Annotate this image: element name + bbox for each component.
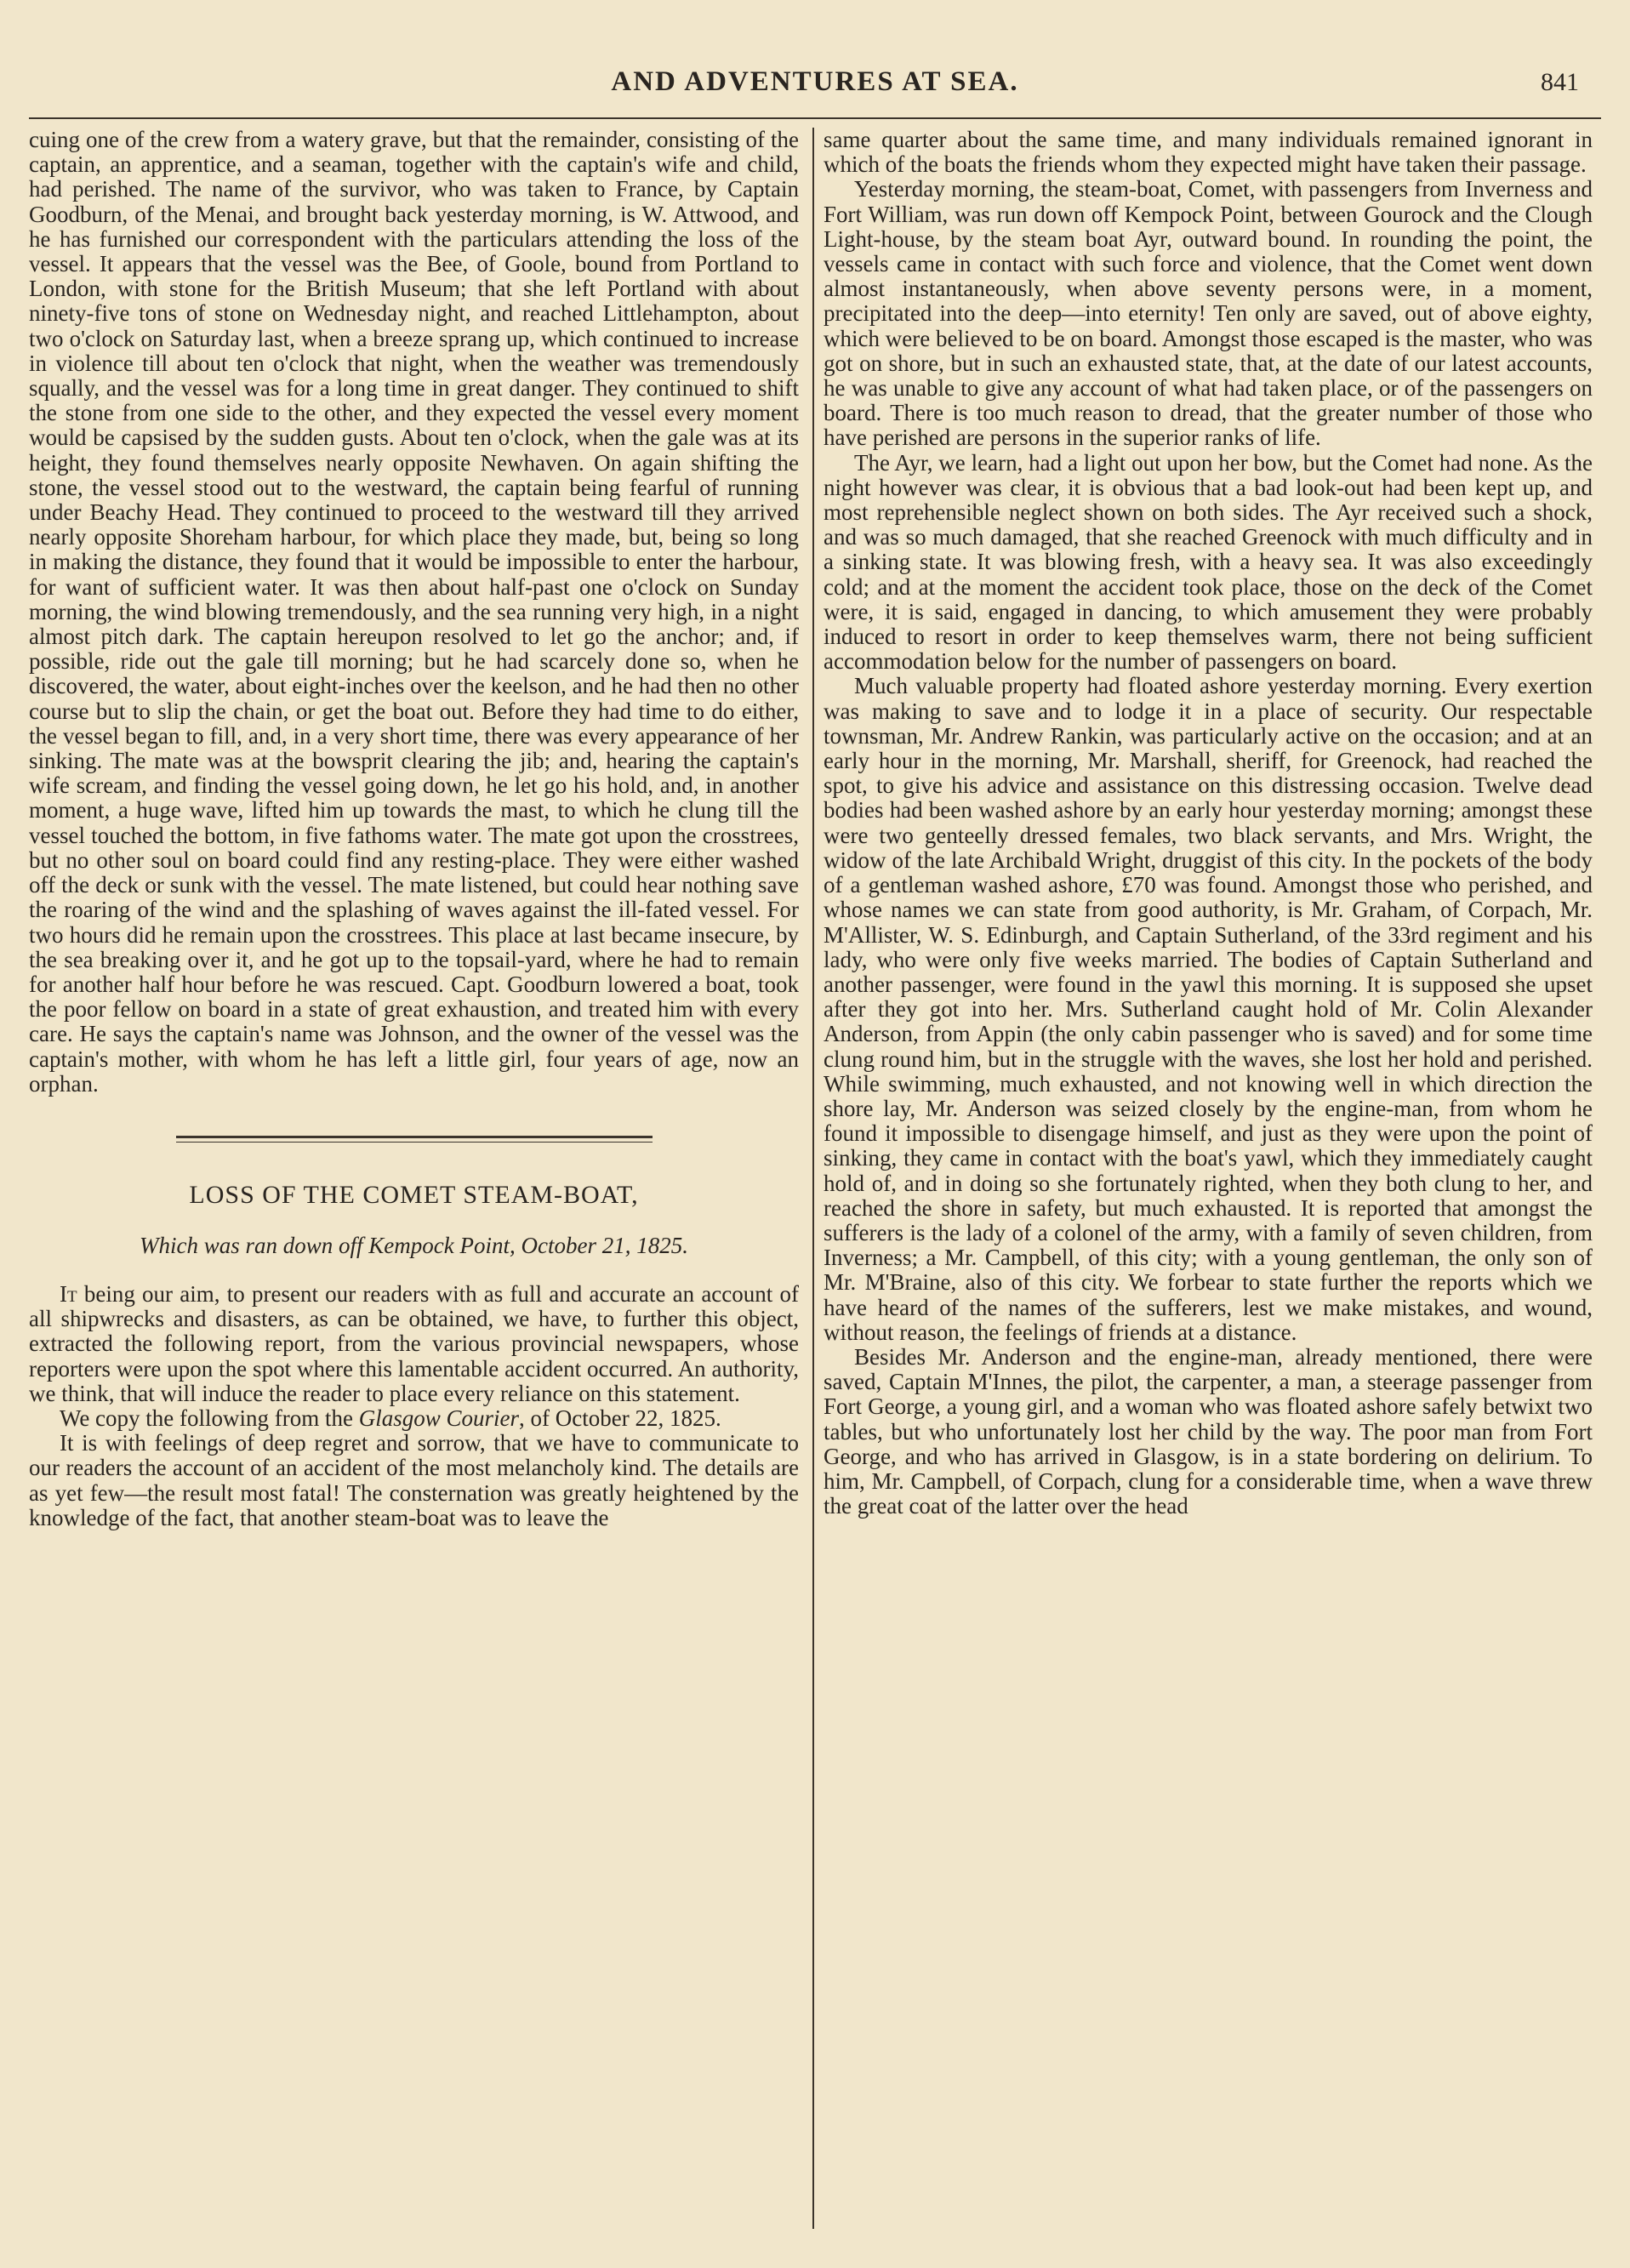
section-separator: [176, 1136, 653, 1143]
intro-lead-word: It: [60, 1280, 77, 1307]
column-divider: [812, 128, 814, 2229]
intro-paragraph: [29, 1282, 799, 1406]
left-column: [29, 128, 799, 2246]
right-paragraph-3: The Ayr, we learn, had a light out upon her bow, but the Comet had none. As the night however was clear, it is obvious that a bad look-out had been kept up, and most reprehensible neglect shown on both sides. The Ayr received such a shock, and was so much damaged, that she reached Greenock with much difficulty and in a sinking state. It was blowing fresh, with a heavy sea. It was also exceedingly cold; and at the moment the accident took place, those on the deck of the Comet were, it is said, engaged in dancing, to which amusement they were probably induced to resort in order to keep themselves warm, there not being sufficient accommodation below for the number of passengers on board.: [824, 449, 1593, 675]
page-number: 841: [1541, 68, 1579, 96]
article-subtitle: Which was ran down off Kempock Point, October 21, 1825.: [140, 1232, 688, 1258]
right-column: [824, 128, 1593, 2246]
right-paragraph-5: Besides Mr. Anderson and the engine-man, already mentioned, there were saved, Captain M'Innes, the pilot, the carpenter, a man, a steerage passenger from Fort George, a young girl, and a woman who was floated ashore safely betwixt two tables, but who unfortunately lost her child by the way. The poor man from Fort George, and who has arrived in Glasgow, is in a state bordering on delirium. To him, Mr. Campbell, of Corpach, clung for a considerable time, when a wave threw the great coat of the latter over the head: [824, 1343, 1593, 1519]
copy-source-paragraph: [29, 1406, 799, 1431]
article-title: LOSS OF THE COMET STEAM-BOAT,: [189, 1180, 639, 1209]
running-title: AND ADVENTURES AT SEA.: [611, 66, 1019, 97]
bee-wreck-paragraph: cuing one of the crew from a watery grave, but that the remainder, consisting of the captain, an apprentice, and a seaman, together with the captain's wife and child, had perished. The name of the survivor, who was taken to France, by Captain Goodburn, of the Menai, and brought back yesterday morning, is W. Attwood, and he has furnished our correspondent with the particulars attending the loss of the vessel. It appears that the vessel was the Bee, of Goole, bound from Portland to London, with stone for the British Museum; that she left Portland with about ninety-five tons of stone on Wednesday night, and reached Littlehampton, about two o'clock on Saturday last, when a breeze sprang up, which continued to increase in violence till about ten o'clock that night, when the weather was tremendously squally, and the vessel was for a long time in great danger. They continued to shift the stone from one side to the other, and they expected the vessel every moment would be capsised by the sudden gusts. About ten o'clock, when the gale was at its height, they found themselves nearly opposite Newhaven. On again shifting the stone, the vessel stood out to the westward, the captain being fearful of running under Beachy Head. They continued to proceed to the westward till they arrived nearly opposite Shoreham harbour, for which place they made, but, being so long in making the distance, they found that it would be impossible to enter the harbour, for want of sufficient water. It was then about half-past one o'clock on Sunday morning, the wind blowing tremendously, and the sea running very high, in a night almost pitch dark. The captain hereupon resolved to let go the anchor; and, if possible, ride out the gale till morning; but he had scarcely done so, when he discovered, the water, about eight-inches over the keelson, and he had then no other course but to slip the chain, or get the boat out. Before they had time to do either, the vessel began to fill, and, in a very short time, there was every appearance of her sinking. The mate was at the bowsprit clearing the jib; and, hearing the captain's wife scream, and finding the vessel going down, he let go his hold, and, in another moment, a huge wave, lifted him up towards the mast, to which he clung till the vessel touched the bottom, in five fathoms water. The mate got upon the crosstrees, but no other soul on board could find any resting-place. They were either washed off the deck or sunk with the vessel. The mate listened, but could hear nothing save the roaring of the wind and the splashing of waves against the ill-fated vessel. For two hours did he remain upon the crosstrees. This place at last became insecure, by the sea breaking over it, and he got up to the topsail-yard, where he had to remain for another half hour before he was rescued. Capt. Goodburn lowered a boat, took the poor fellow on board in a state of great exhaustion, and treated him with every care. He says the captain's name was Johnson, and the owner of the vessel was the captain's mother, with whom he has left a little girl, four years of age, now an orphan.: [29, 128, 799, 1097]
header-rule: [29, 117, 1601, 119]
intro-text: being our aim, to present our readers with as full and accurate an account of all shipwrecks and disasters, as can be obtained, we have, to further this object, extracted the following report, from the various provincial newspapers, whose reporters were upon the spot where this lamentable accident occurred. An authority, we think, that will induce the reader to place every reliance on this statement.: [29, 1280, 799, 1406]
copy-suffix: , of October 22, 1825.: [519, 1405, 721, 1431]
regret-paragraph: It is with feelings of deep regret and sorrow, that we have to communicate to our readers the account of an accident of the most melancholy kind. The details are as yet few—the result most fatal! The consternation was greatly heightened by the knowledge of the fact, that another steam-boat was to leave the: [29, 1430, 799, 1530]
copy-source-title: Glasgow Courier: [358, 1405, 520, 1431]
copy-prefix: We copy the following from the: [60, 1405, 359, 1431]
right-paragraph-4: Much valuable property had floated ashore yesterday morning. Every exertion was making to save and to lodge it in a place of security. Our respectable townsman, Mr. Andrew Rankin, was particularly active on the occasion; and at an early hour in the morning, Mr. Marshall, sheriff, for Greenock, had reached the spot, to give his advice and assistance on this distressing occasion. Twelve dead bodies had been washed ashore by an early hour yesterday morning; amongst these were two genteelly dressed females, two black servants, and Mrs. Wright, the widow of the late Archibald Wright, druggist of this city. In the pockets of the body of a gentleman washed ashore, £70 was found. Amongst those who perished, and whose names we can state from good authority, is Mr. Graham, of Corpach, Mr. M'Allister, W. S. Edinburgh, and Captain Sutherland, of the 33rd regiment and his lady, who were only five weeks married. The bodies of Captain Sutherland and another passenger, were found in the yawl this morning. It is supposed she upset after they got into her. Mrs. Sutherland caught hold of Mr. Colin Alexander Anderson, from Appin (the only cabin passenger who is saved) and for some time clung round him, but in the struggle with the waves, she lost her hold and perished. While swimming, much exhausted, and not knowing well in which direction the shore lay, Mr. Anderson was seized closely by the engine-man, from whom he found it impossible to disengage himself, and just as they were upon the point of sinking, they came in contact with the boat's yawl, which they immediately caught hold of, and in doing so she fortunately righted, when they both clung to her, and reached the shore in safety, but much exhausted. It is reported that amongst the sufferers is the lady of a colonel of the army, with a family of seven children, from Inverness; a Mr. Campbell, of this city; with a young gentleman, the only son of Mr. M'Braine, also of this city. We forbear to state further the reports which we have heard of the names of the sufferers, lest we make mistakes, and wound, without reason, the feelings of friends at a distance.: [824, 673, 1593, 1345]
right-paragraph-2: Yesterday morning, the steam-boat, Comet, with passengers from Inverness and Fort William, was run down off Kempock Point, between Gourock and the Clough Light-house, by the steam boat Ayr, outward bound. In rounding the point, the vessels came in contact with such force and violence, that the Comet went down almost instantaneously, when above seventy persons were, in a moment, precipitated into the deep—into eternity! Ten only are saved, out of above eighty, which were believed to be on board. Amongst those escaped is the master, who was got on shore, but in such an exhausted state, that, at the date of our latest accounts, he was unable to give any account of what had taken place, or of the passengers on board. There is too much reason to dread, that the greater number of those who have perished are persons in the superior ranks of life.: [824, 176, 1593, 451]
running-head: [0, 66, 1630, 105]
right-paragraph-1: same quarter about the same time, and many individuals remained ignorant in which of the boats the friends whom they expected might have taken their passage.: [824, 128, 1593, 178]
